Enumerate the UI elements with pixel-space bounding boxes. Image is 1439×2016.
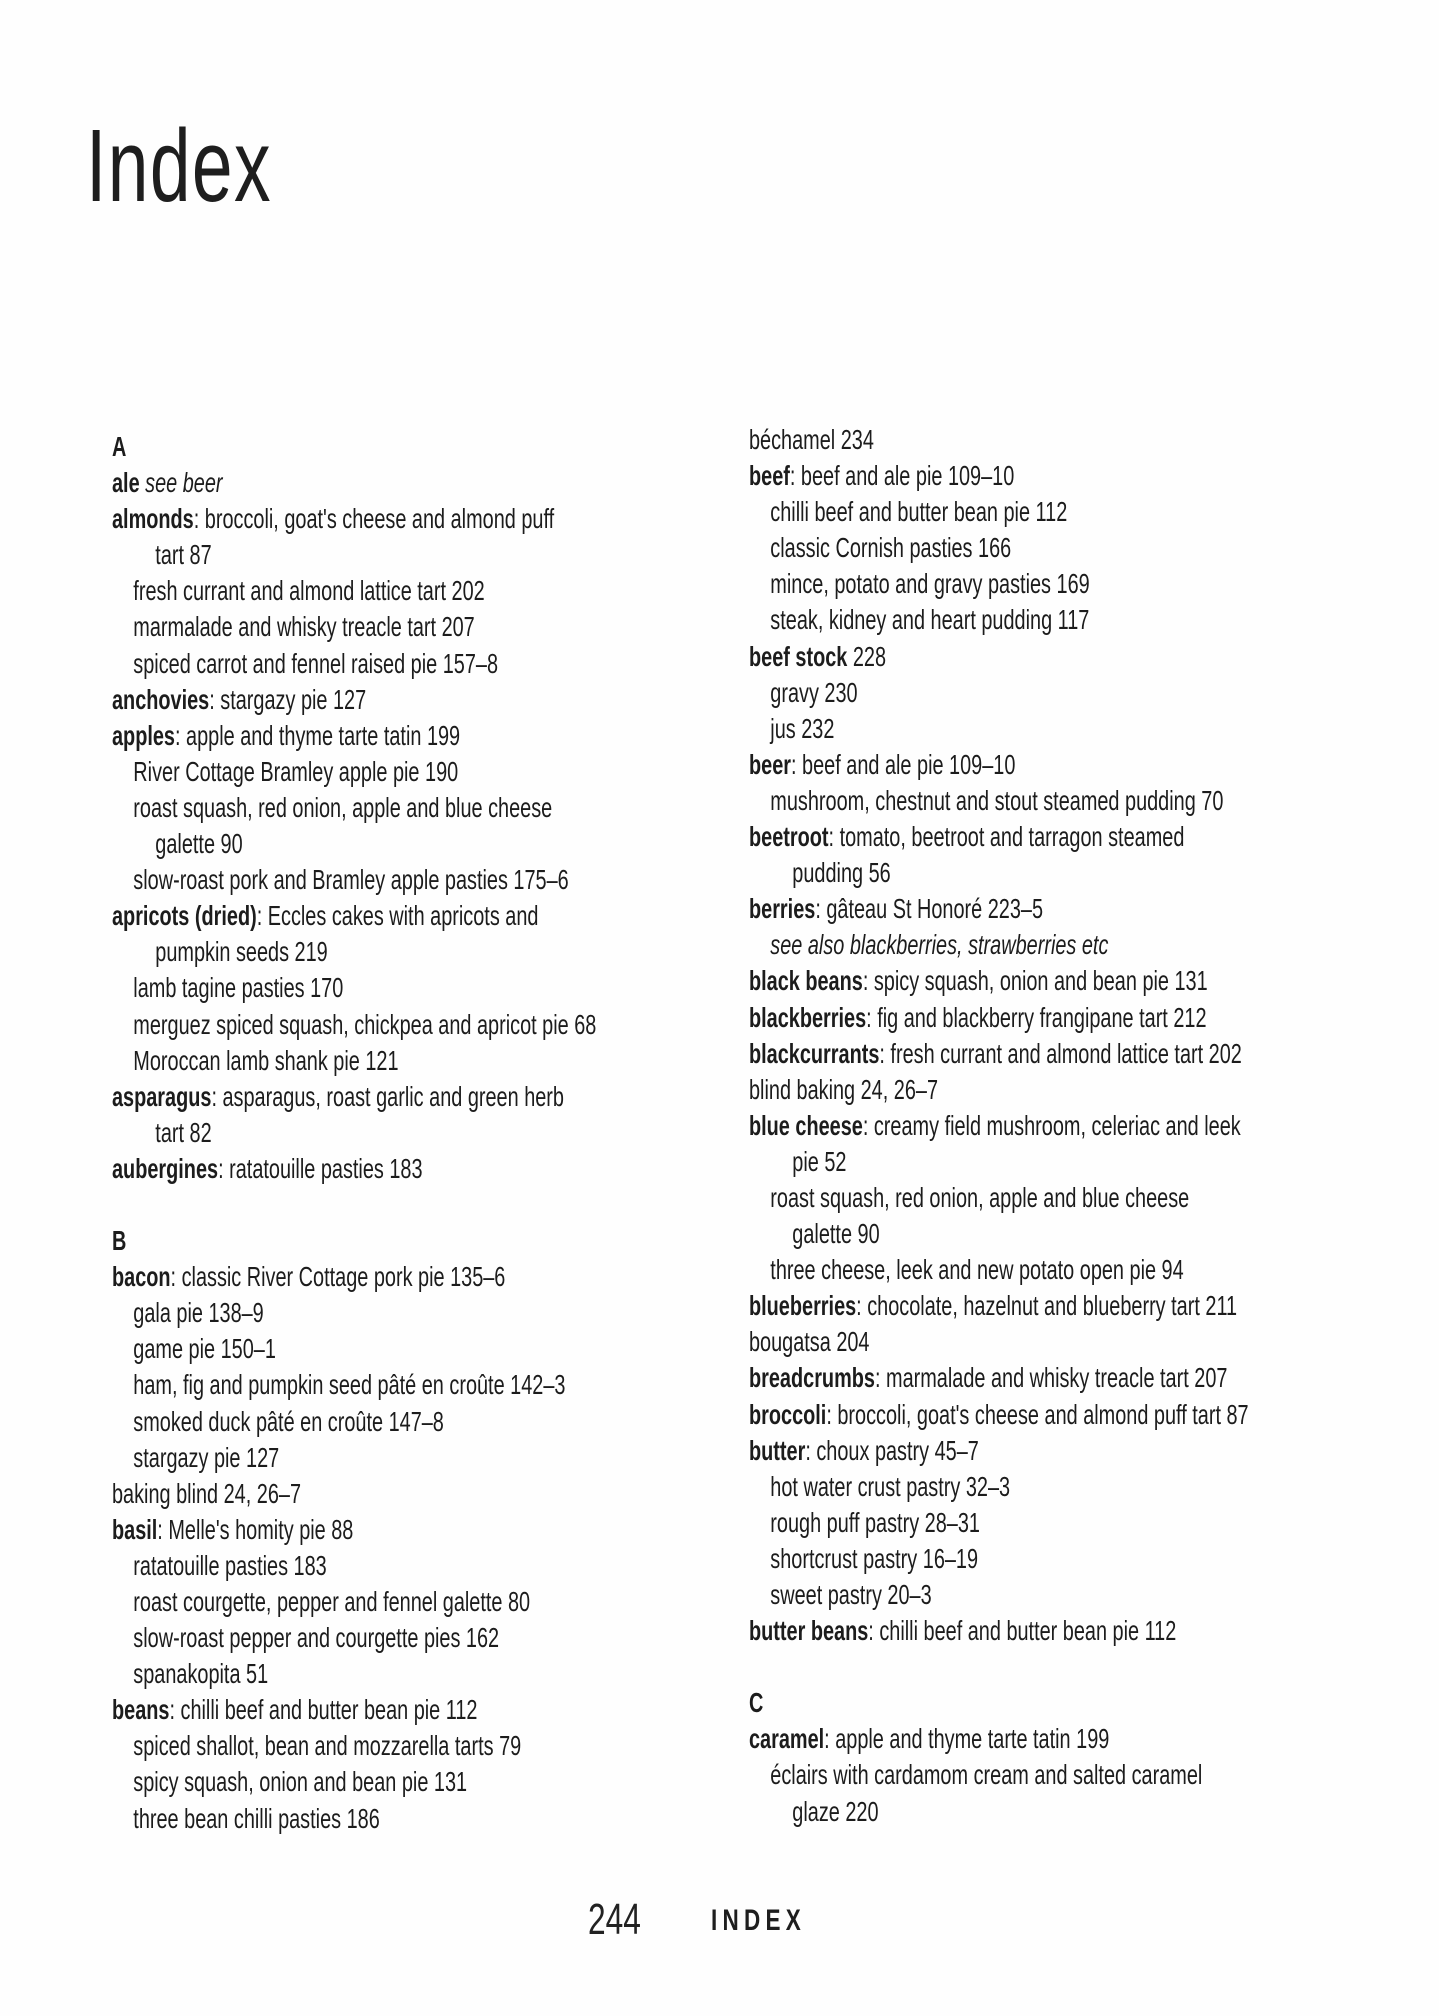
entry-term: B	[112, 1225, 127, 1257]
index-line	[749, 1000, 1249, 1036]
index-line	[112, 1331, 596, 1367]
index-line	[749, 494, 1249, 530]
index-line	[112, 1801, 596, 1837]
entry-text: : ratatouille pasties 183	[218, 1152, 423, 1184]
entry-text: blind baking 24, 26–7	[749, 1073, 939, 1105]
entry-text: steak, kidney and heart pudding 117	[770, 604, 1090, 636]
entry-text: bougatsa 204	[749, 1326, 870, 1358]
index-line	[749, 458, 1249, 494]
index-line	[749, 1577, 1249, 1613]
entry-text: smoked duck pâté en croûte 147–8	[133, 1405, 444, 1437]
entry-text: galette 90	[155, 828, 243, 860]
entry-term: blue cheese	[749, 1109, 863, 1141]
index-line	[749, 675, 1249, 711]
entry-text: : beef and ale pie 109–10	[789, 460, 1015, 492]
entry-term: bacon	[112, 1261, 171, 1293]
index-line	[749, 1685, 1249, 1721]
entry-text: lamb tagine pasties 170	[133, 972, 344, 1004]
index-line	[749, 1433, 1249, 1469]
index-line	[112, 1440, 596, 1476]
index-line	[749, 963, 1249, 999]
entry-text: marmalade and whisky treacle tart 207	[133, 611, 475, 643]
entry-text: : fresh currant and almond lattice tart 202	[879, 1037, 1242, 1069]
index-line	[112, 429, 596, 465]
entry-text: gala pie 138–9	[133, 1297, 264, 1329]
entry-term: basil	[112, 1513, 158, 1545]
index-line	[749, 1252, 1249, 1288]
index-line	[112, 1259, 596, 1295]
entry-text: : marmalade and whisky treacle tart 207	[874, 1362, 1228, 1394]
entry-text: : fig and blackberry frangipane tart 212	[866, 1001, 1207, 1033]
entry-text: ham, fig and pumpkin seed pâté en croûte 142–3	[133, 1369, 566, 1401]
entry-term: beans	[112, 1694, 170, 1726]
entry-text: jus 232	[770, 712, 835, 744]
index-line	[112, 1007, 596, 1043]
entry-text: : Melle's homity pie 88	[157, 1513, 354, 1545]
index-line	[749, 566, 1249, 602]
entry-term: beef stock	[749, 640, 848, 672]
entry-text: béchamel 234	[749, 424, 874, 455]
index-line	[749, 819, 1249, 855]
entry-text: : chocolate, hazelnut and blueberry tart 211	[856, 1290, 1238, 1322]
entry-text: : spicy squash, onion and bean pie 131	[862, 965, 1208, 997]
entry-term: broccoli	[749, 1398, 827, 1430]
index-line	[112, 537, 596, 573]
entry-text: : chilli beef and butter bean pie 112	[169, 1694, 478, 1726]
index-line	[112, 1728, 596, 1764]
index-line	[112, 754, 596, 790]
entry-text: roast courgette, pepper and fennel galette 80	[133, 1586, 531, 1617]
index-line	[112, 1295, 596, 1331]
index-line	[112, 970, 596, 1006]
index-line	[112, 573, 596, 609]
entry-text: shortcrust pastry 16–19	[770, 1542, 979, 1574]
index-line	[749, 1108, 1249, 1144]
entry-text: slow-roast pepper and courgette pies 162	[133, 1622, 500, 1654]
entry-text: three bean chilli pasties 186	[133, 1802, 380, 1834]
index-line	[112, 1620, 596, 1656]
index-line	[749, 530, 1249, 566]
entry-text: mushroom, chestnut and stout steamed pudding 70	[770, 784, 1224, 816]
entry-text: : apple and thyme tarte tatin 199	[174, 719, 461, 751]
index-line	[112, 465, 596, 501]
entry-term: ale	[112, 467, 140, 499]
index-line	[749, 1721, 1249, 1757]
entry-text: spiced carrot and fennel raised pie 157–8	[133, 647, 499, 679]
entry-term: blackberries	[749, 1001, 867, 1033]
entry-text: glaze 220	[792, 1795, 879, 1827]
entry-text: : stargazy pie 127	[209, 683, 367, 715]
index-line	[112, 790, 596, 826]
index-column-left	[112, 429, 596, 1837]
index-line	[112, 1151, 596, 1187]
entry-text: galette 90	[792, 1218, 880, 1250]
index-line	[112, 1692, 596, 1728]
entry-term: blackcurrants	[749, 1037, 880, 1069]
index-line	[749, 1324, 1249, 1360]
entry-text: slow-roast pork and Bramley apple pasties 175–6	[133, 864, 569, 896]
entry-term: A	[112, 431, 127, 462]
entry-cross-reference: see also blackberries, strawberries etc	[770, 929, 1109, 961]
index-line	[749, 1072, 1249, 1108]
entry-text: baking blind 24, 26–7	[112, 1477, 302, 1509]
entry-term: blueberries	[749, 1290, 857, 1322]
entry-term: apples	[112, 719, 175, 751]
entry-text: : broccoli, goat's cheese and almond puff tart 87	[826, 1398, 1249, 1430]
index-line	[112, 1548, 596, 1584]
index-line	[749, 1180, 1249, 1216]
entry-text: : tomato, beetroot and tarragon steamed	[828, 821, 1185, 853]
entry-text: gravy 230	[770, 676, 858, 708]
entry-text: game pie 150–1	[133, 1333, 276, 1365]
index-line	[749, 1216, 1249, 1252]
entry-text: roast squash, red onion, apple and blue cheese	[770, 1181, 1190, 1213]
index-line	[112, 646, 596, 682]
entry-text: rough puff pastry 28–31	[770, 1506, 980, 1538]
index-line	[749, 747, 1249, 783]
entry-term: berries	[749, 893, 816, 925]
index-line	[112, 1512, 596, 1548]
entry-text: : Eccles cakes with apricots and	[256, 900, 539, 932]
entry-text: pudding 56	[792, 857, 891, 889]
entry-text: stargazy pie 127	[133, 1441, 280, 1473]
index-line	[749, 1397, 1249, 1433]
index-line	[749, 1757, 1249, 1793]
entry-text: tart 87	[155, 539, 212, 571]
entry-text: : chilli beef and butter bean pie 112	[868, 1615, 1177, 1647]
index-line	[112, 1764, 596, 1800]
entry-text: : classic River Cottage pork pie 135–6	[170, 1261, 506, 1293]
entry-text: tart 82	[155, 1116, 212, 1148]
entry-text: : beef and ale pie 109–10	[791, 748, 1016, 780]
entry-cross-reference: see beer	[145, 467, 223, 499]
entry-text: pie 52	[792, 1145, 847, 1177]
index-line	[112, 826, 596, 862]
index-line	[112, 1187, 596, 1223]
entry-text: Moroccan lamb shank pie 121	[133, 1044, 399, 1076]
index-line	[749, 639, 1249, 675]
entry-text: chilli beef and butter bean pie 112	[770, 496, 1068, 528]
page-title: Index	[86, 108, 272, 223]
entry-text: River Cottage Bramley apple pie 190	[133, 755, 459, 787]
index-line	[112, 1223, 596, 1259]
index-line	[749, 855, 1249, 891]
index-line	[112, 1079, 596, 1115]
entry-text: : creamy field mushroom, celeriac and leek	[862, 1109, 1241, 1141]
entry-term: apricots (dried)	[112, 900, 257, 932]
index-line	[749, 1505, 1249, 1541]
entry-text: classic Cornish pasties 166	[770, 532, 1012, 564]
index-line	[112, 609, 596, 645]
entry-term: beetroot	[749, 821, 829, 853]
index-line	[749, 891, 1249, 927]
index-line	[749, 927, 1249, 963]
index-line	[112, 1584, 596, 1620]
index-line	[112, 501, 596, 537]
entry-text: : broccoli, goat's cheese and almond puff	[193, 503, 555, 535]
entry-term: beef	[749, 460, 790, 492]
entry-text: sweet pastry 20–3	[770, 1579, 932, 1610]
index-line	[112, 1115, 596, 1151]
entry-text: : gâteau St Honoré 223–5	[815, 893, 1044, 925]
entry-text: spiced shallot, bean and mozzarella tarts 79	[133, 1730, 522, 1762]
entry-text: fresh currant and almond lattice tart 202	[133, 575, 485, 607]
entry-text: : asparagus, roast garlic and green herb	[211, 1080, 564, 1112]
entry-term: C	[749, 1687, 764, 1719]
page-number: 244	[588, 1895, 641, 1944]
index-line	[112, 682, 596, 718]
index-line	[749, 1541, 1249, 1577]
entry-term: beer	[749, 748, 792, 780]
index-line	[112, 1656, 596, 1692]
entry-text: roast squash, red onion, apple and blue cheese	[133, 791, 553, 823]
index-line	[112, 934, 596, 970]
entry-text: three cheese, leek and new potato open pie 94	[770, 1254, 1184, 1286]
index-line	[112, 862, 596, 898]
index-line	[749, 602, 1249, 638]
entry-term: asparagus	[112, 1080, 212, 1112]
index-line	[749, 1144, 1249, 1180]
entry-text: pumpkin seeds 219	[155, 936, 328, 968]
index-line	[749, 422, 1249, 458]
entry-text: : apple and thyme tarte tatin 199	[824, 1723, 1110, 1755]
index-line	[112, 1476, 596, 1512]
entry-text: merguez spiced squash, chickpea and apricot pie 68	[133, 1008, 597, 1040]
index-line	[749, 1469, 1249, 1505]
entry-term: breadcrumbs	[749, 1362, 875, 1394]
entry-term: aubergines	[112, 1152, 219, 1184]
entry-text: : choux pastry 45–7	[805, 1434, 979, 1466]
index-line	[749, 711, 1249, 747]
index-line	[112, 898, 596, 934]
index-line	[112, 1367, 596, 1403]
entry-term: caramel	[749, 1723, 825, 1755]
footer-section-label: INDEX	[711, 1904, 807, 1937]
index-column-right	[749, 422, 1249, 1830]
entry-text: mince, potato and gravy pasties 169	[770, 568, 1090, 600]
index-line	[749, 783, 1249, 819]
index-line	[749, 1794, 1249, 1830]
index-line	[749, 1649, 1249, 1685]
entry-term: butter beans	[749, 1615, 869, 1647]
entry-text: éclairs with cardamom cream and salted caramel	[770, 1759, 1203, 1791]
index-line	[112, 1043, 596, 1079]
entry-text: spicy squash, onion and bean pie 131	[133, 1766, 468, 1798]
entry-term: almonds	[112, 503, 194, 535]
entry-term: butter	[749, 1434, 806, 1466]
index-line	[112, 1404, 596, 1440]
entry-text: 228	[847, 640, 887, 672]
entry-text: spanakopita 51	[133, 1658, 269, 1690]
entry-text: ratatouille pasties 183	[133, 1549, 327, 1581]
index-line	[749, 1036, 1249, 1072]
entry-term: black beans	[749, 965, 863, 997]
entry-term: anchovies	[112, 683, 210, 715]
index-line	[749, 1288, 1249, 1324]
index-line	[749, 1613, 1249, 1649]
index-line	[112, 718, 596, 754]
index-line	[749, 1360, 1249, 1396]
entry-text: hot water crust pastry 32–3	[770, 1470, 1011, 1502]
